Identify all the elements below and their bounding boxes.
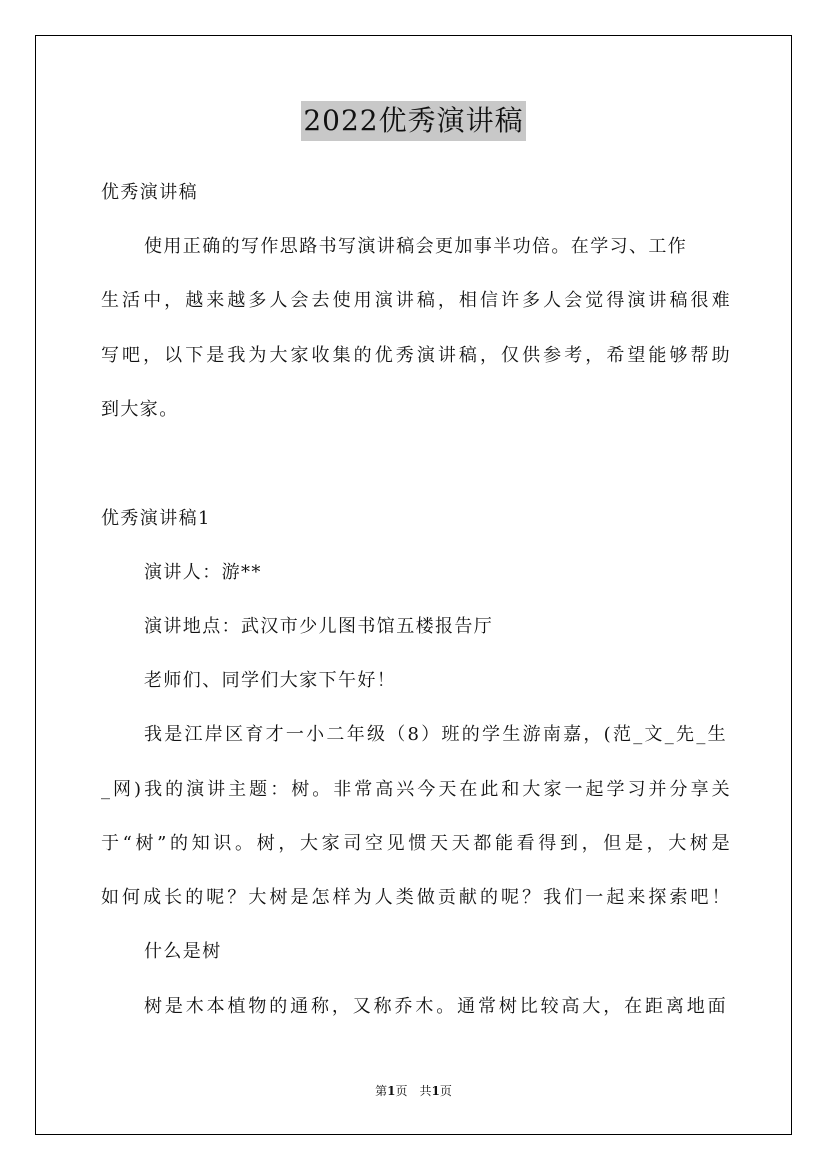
- paragraph-line: 写吧，以下是我为大家收集的优秀演讲稿，仅供参考，希望能够帮助: [101, 345, 731, 366]
- section-heading: 优秀演讲稿1: [101, 508, 211, 529]
- paragraph-line: _网)我的演讲主题：树。非常高兴今天在此和大家一起学习并分享关: [101, 779, 731, 800]
- paragraph-line: 到大家。: [101, 399, 179, 420]
- paragraph-line: 如何成长的呢？大树是怎样为人类做贡献的呢？我们一起来探索吧！: [101, 887, 731, 908]
- footer-suffix: 页: [439, 1084, 452, 1098]
- paragraph-line: 于“树”的知识。树，大家司空见惯天天都能看得到，但是，大树是: [101, 833, 731, 854]
- footer-page-total: 1: [431, 1084, 440, 1098]
- page-footer: [0, 1083, 827, 1099]
- intro-heading: 优秀演讲稿: [101, 182, 198, 203]
- greeting-line: 老师们、同学们大家下午好！: [144, 670, 397, 691]
- footer-middle: 页 共: [395, 1084, 432, 1098]
- title-container: [0, 101, 827, 141]
- footer-prefix: 第: [375, 1084, 388, 1098]
- paragraph-line: 使用正确的写作思路书写演讲稿会更加事半功倍。在学习、工作: [144, 236, 688, 257]
- paragraph-line: 树是木本植物的通称，又称乔木。通常树比较高大，在距离地面: [144, 996, 727, 1017]
- venue-line: 演讲地点：武汉市少儿图书馆五楼报告厅: [144, 616, 494, 637]
- subheading-line: 什么是树: [144, 941, 222, 962]
- paragraph-line: 生活中，越来越多人会去使用演讲稿，相信许多人会觉得演讲稿很难: [101, 290, 731, 311]
- document-title: 2022优秀演讲稿: [301, 101, 525, 141]
- footer-page-current: 1: [387, 1084, 396, 1098]
- speaker-line: 演讲人：游**: [144, 562, 262, 583]
- paragraph-line: 我是江岸区育才一小二年级（8）班的学生游南嘉，(范_文_先_生: [144, 724, 727, 745]
